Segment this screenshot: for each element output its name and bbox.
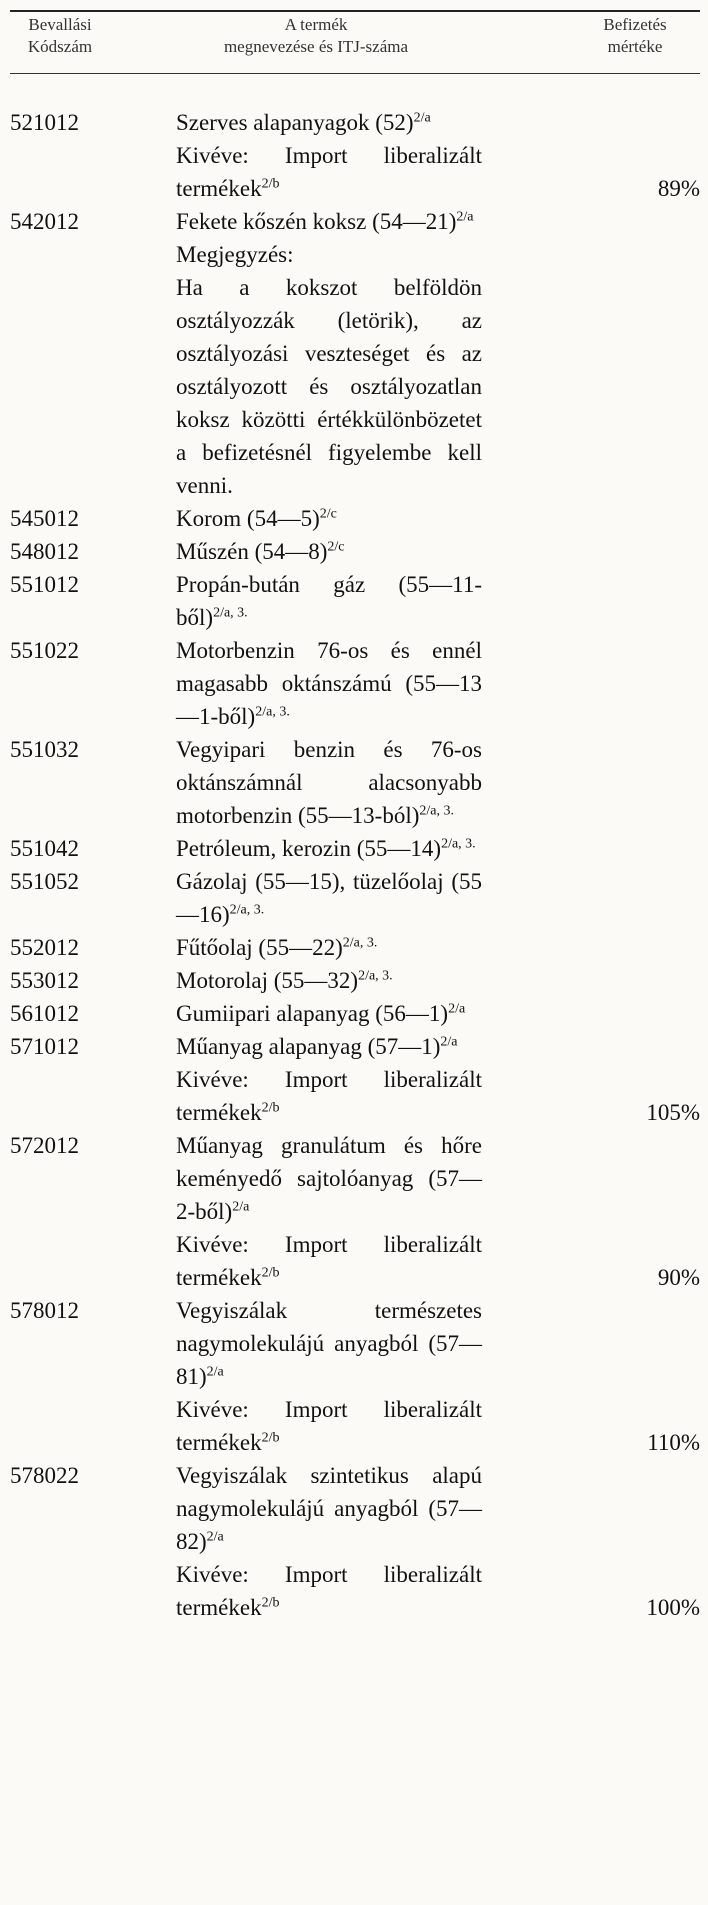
row-code: 542012 [10,209,79,234]
product-line-text: Propán-bután gáz (55—11-ből) [176,572,482,630]
product-line-text: Fűtőolaj (55—22) [176,935,343,960]
row-product-name [176,568,482,634]
header-rate [570,14,700,58]
footnote-ref: 2/b [261,1595,280,1611]
product-line-text: Fekete kőszén koksz (54—21) [176,209,457,234]
product-line [176,733,482,832]
row-code: 551012 [10,572,79,597]
product-line-text: Gumiipari alapanyag (56—1) [176,1001,449,1026]
row-code: 551032 [10,737,79,762]
product-line-text: Ha a kokszot belföldön osztályozzák (letörik), az osztályozási veszteséget és az osztályozott és osztályozatlan koksz közötti értékkülönbözetet a befizetésnél figyelembe kell venni. [176,275,482,498]
table-row [10,1129,700,1294]
row-product-name [176,106,482,205]
product-line-text: Kivéve: Import liberalizált termékek [176,1397,482,1455]
row-product-name [176,634,482,733]
footnote-ref: 2/a [206,1529,224,1545]
footnote-ref: 2/a [413,110,431,126]
product-line [176,139,482,205]
product-line-text: Műszén (54—8) [176,539,328,564]
footnote-ref: 2/a, 3. [213,605,248,621]
footnote-ref: 2/a [206,1364,224,1380]
table-body [10,106,700,1624]
footnote-ref: 2/a, 3. [229,902,265,918]
row-code: 551042 [10,836,79,861]
product-line-text: Vegyipari benzin és 76-os oktánszámnál alacsonyabb motorbenzin (55—13-ból) [176,737,482,828]
product-line-text: Műanyag alapanyag (57—1) [176,1034,441,1059]
header-product [166,14,466,58]
product-line-text: Motorolaj (55—32) [176,968,359,993]
row-code: 552012 [10,935,79,960]
footnote-ref: 2/a, 3. [441,836,476,852]
table-row [10,997,700,1030]
row-code: 578022 [10,1463,79,1488]
product-line-text: Vegyiszálak természetes nagymolekulájú anyagból (57—81) [176,1298,482,1389]
product-line [176,634,482,733]
product-line-text: Motorbenzin 76-os és ennél magasabb oktánszámú (55—13—1-ből) [176,638,482,729]
product-line-text: Megjegyzés: [176,242,294,267]
table-row [10,964,700,997]
row-code: 572012 [10,1133,79,1158]
table-row [10,535,700,568]
product-line [176,502,482,535]
table-row [10,1030,700,1129]
table-row [10,634,700,733]
product-line [176,568,482,634]
footnote-ref: 2/a [448,1001,466,1017]
product-line [176,964,482,997]
product-line [176,205,482,238]
row-product-name [176,1129,482,1294]
product-line [176,1393,482,1459]
header-code-line1: Bevallási [28,15,92,34]
product-line [176,931,482,964]
row-code: 521012 [10,110,79,135]
product-line-text: Korom (54—5) [176,506,320,531]
product-line [176,271,482,502]
row-product-name [176,964,482,997]
table-row [10,931,700,964]
row-code: 545012 [10,506,79,531]
header-product-line1: A termék [284,15,348,34]
row-product-name [176,997,482,1030]
product-line [176,1129,482,1228]
footnote-ref: 2/a, 3. [358,968,393,984]
header-product-line2: megnevezése és ITJ-száma [223,37,409,56]
product-line-text: Vegyiszálak szintetikus alapú nagymolekulájú anyagból (57—82) [176,1463,482,1554]
footnote-ref: 2/a [440,1034,458,1050]
product-line [176,865,482,931]
row-product-name [176,832,482,865]
row-product-name [176,1294,482,1459]
row-product-name [176,205,482,502]
footnote-ref: 2/c [319,506,337,522]
row-product-name [176,1459,482,1624]
row-product-name [176,931,482,964]
header-rate-line2: mértéke [607,37,663,56]
table-row [10,832,700,865]
footnote-ref: 2/a [232,1199,250,1215]
footnote-ref: 2/b [261,1265,280,1281]
product-line [176,832,482,865]
product-line-text: Kivéve: Import liberalizált termékek [176,143,482,201]
row-code: 578012 [10,1298,79,1323]
row-rate: 90% [657,1265,700,1290]
product-line-text: Gázolaj (55—15), tüzelőolaj (55—16) [176,869,482,927]
table-row [10,733,700,832]
product-line [176,997,482,1030]
table-header-rule [10,73,700,74]
row-rate: 110% [647,1430,700,1455]
product-line [176,1294,482,1393]
product-line-text: Kivéve: Import liberalizált termékek [176,1232,482,1290]
product-line [176,535,482,568]
product-line [176,106,482,139]
footnote-ref: 2/a, 3. [255,704,290,720]
product-line-text: Műanyag granulátum és hőre keményedő sajtolóanyag (57—2-ből) [176,1133,482,1224]
footnote-ref: 2/c [327,539,345,555]
row-code: 551052 [10,869,79,894]
table-row [10,205,700,502]
header-code [10,14,110,58]
product-line [176,1459,482,1558]
row-product-name [176,535,482,568]
table-top-rule [10,10,700,12]
product-line [176,1063,482,1129]
product-line [176,1228,482,1294]
table-row [10,568,700,634]
row-rate: 100% [646,1595,700,1620]
row-product-name [176,865,482,931]
table-row [10,1459,700,1624]
row-code: 553012 [10,968,79,993]
footnote-ref: 2/a, 3. [419,803,454,819]
row-code: 551022 [10,638,79,663]
row-code: 571012 [10,1034,79,1059]
product-line-text: Kivéve: Import liberalizált termékek [176,1067,482,1125]
product-line [176,238,482,271]
row-product-name [176,1030,482,1129]
table-header [10,14,700,72]
header-rate-line1: Befizetés [603,15,667,34]
row-product-name [176,502,482,535]
footnote-ref: 2/a [456,209,474,225]
row-rate: 105% [646,1100,700,1125]
table-row [10,1294,700,1459]
table-row [10,502,700,535]
product-line [176,1030,482,1063]
table-row [10,865,700,931]
row-code: 548012 [10,539,79,564]
footnote-ref: 2/b [261,1100,280,1116]
product-line-text: Kivéve: Import liberalizált termékek [176,1562,482,1620]
product-line [176,1558,482,1624]
header-code-line2: Kódszám [27,37,93,56]
row-product-name [176,733,482,832]
row-code: 561012 [10,1001,79,1026]
product-line-text: Szerves alapanyagok (52) [176,110,414,135]
footnote-ref: 2/b [261,176,280,192]
table-row [10,106,700,205]
row-rate: 89% [657,176,700,201]
footnote-ref: 2/b [261,1430,280,1446]
footnote-ref: 2/a, 3. [342,935,378,951]
product-line-text: Petróleum, kerozin (55—14) [176,836,442,861]
